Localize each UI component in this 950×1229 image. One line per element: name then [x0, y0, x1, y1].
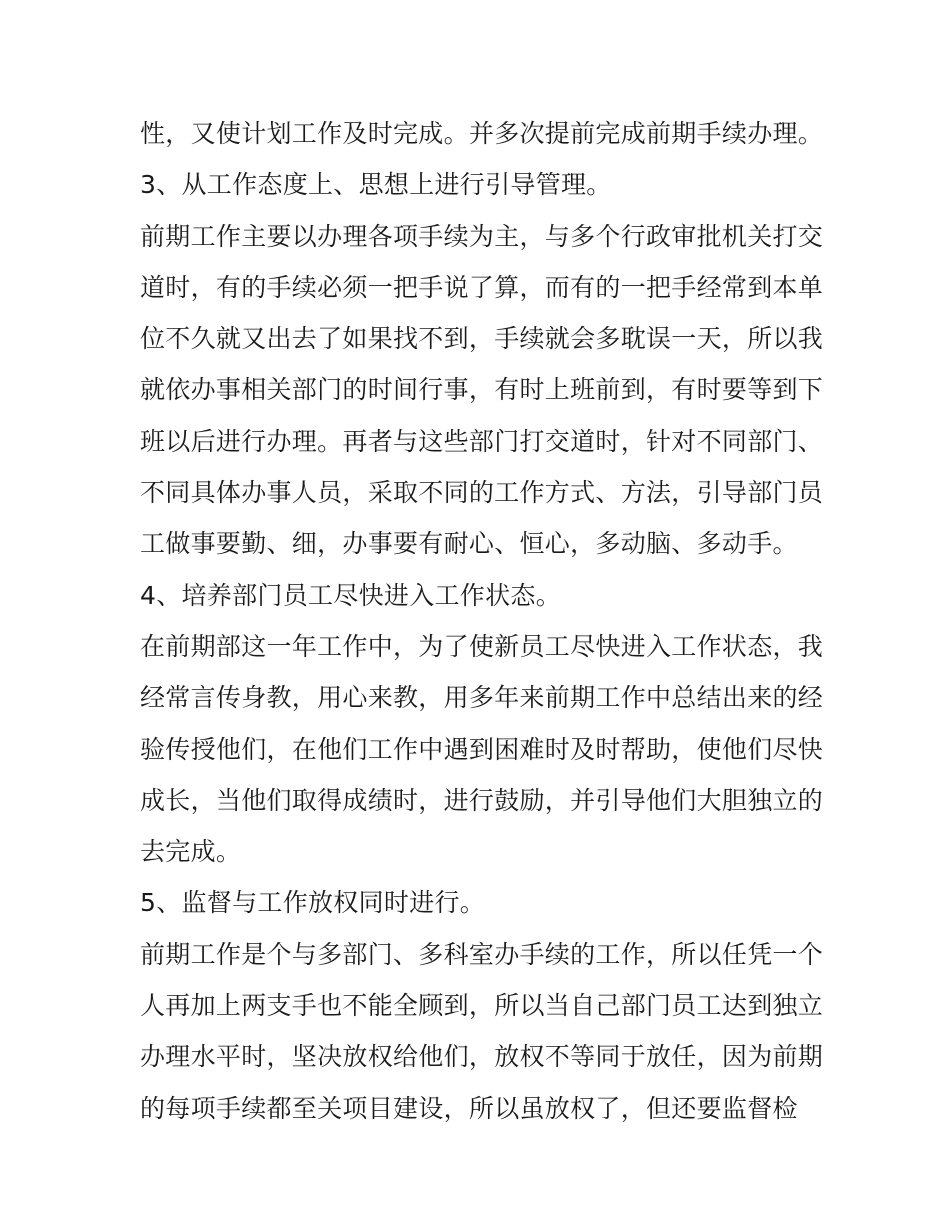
text-line: 成长，当他们取得成绩时，进行鼓励，并引导他们大胆独立的: [140, 785, 824, 815]
text-line: 经常言传身教，用心来教，用多年来前期工作中总结出来的经: [140, 683, 824, 713]
text-line: 工做事要勤、细，办事要有耐心、恒心，多动脑、多动手。: [140, 529, 798, 559]
text-line: 前期工作是个与多部门、多科室办手续的工作，所以任凭一个: [140, 939, 824, 969]
text-line: 道时，有的手续必须一把手说了算，而有的一把手经常到本单: [140, 272, 824, 302]
text-line: 位不久就又出去了如果找不到，手续就会多耽误一天，所以我: [140, 324, 824, 354]
section-heading: 4、培养部门员工尽快进入工作状态。: [140, 580, 562, 610]
text-line: 验传授他们，在他们工作中遇到困难时及时帮助，使他们尽快: [140, 734, 824, 764]
document-body: [140, 108, 824, 1134]
text-line: 去完成。: [140, 837, 242, 867]
text-line: 班以后进行办理。再者与这些部门打交道时，针对不同部门、: [140, 426, 824, 456]
text-line: 的每项手续都至关项目建设，所以虽放权了，但还要监督检: [140, 1093, 798, 1123]
text-line: 就依办事相关部门的时间行事，有时上班前到，有时要等到下: [140, 375, 824, 405]
section-heading: 5、监督与工作放权同时进行。: [140, 888, 486, 918]
text-line: 前期工作主要以办理各项手续为主，与多个行政审批机关打交: [140, 221, 824, 251]
text-line: 人再加上两支手也不能全顾到，所以当自己部门员工达到独立: [140, 991, 824, 1021]
text-line: 不同具体办事人员，采取不同的工作方式、方法，引导部门员: [140, 478, 824, 508]
text-line: 在前期部这一年工作中，为了使新员工尽快进入工作状态，我: [140, 631, 824, 661]
section-heading: 3、从工作态度上、思想上进行引导管理。: [140, 170, 612, 200]
text-line: 办理水平时，坚决放权给他们，放权不等同于放任，因为前期: [140, 1042, 824, 1072]
text-line: 性，又使计划工作及时完成。并多次提前完成前期手续办理。: [140, 119, 824, 148]
